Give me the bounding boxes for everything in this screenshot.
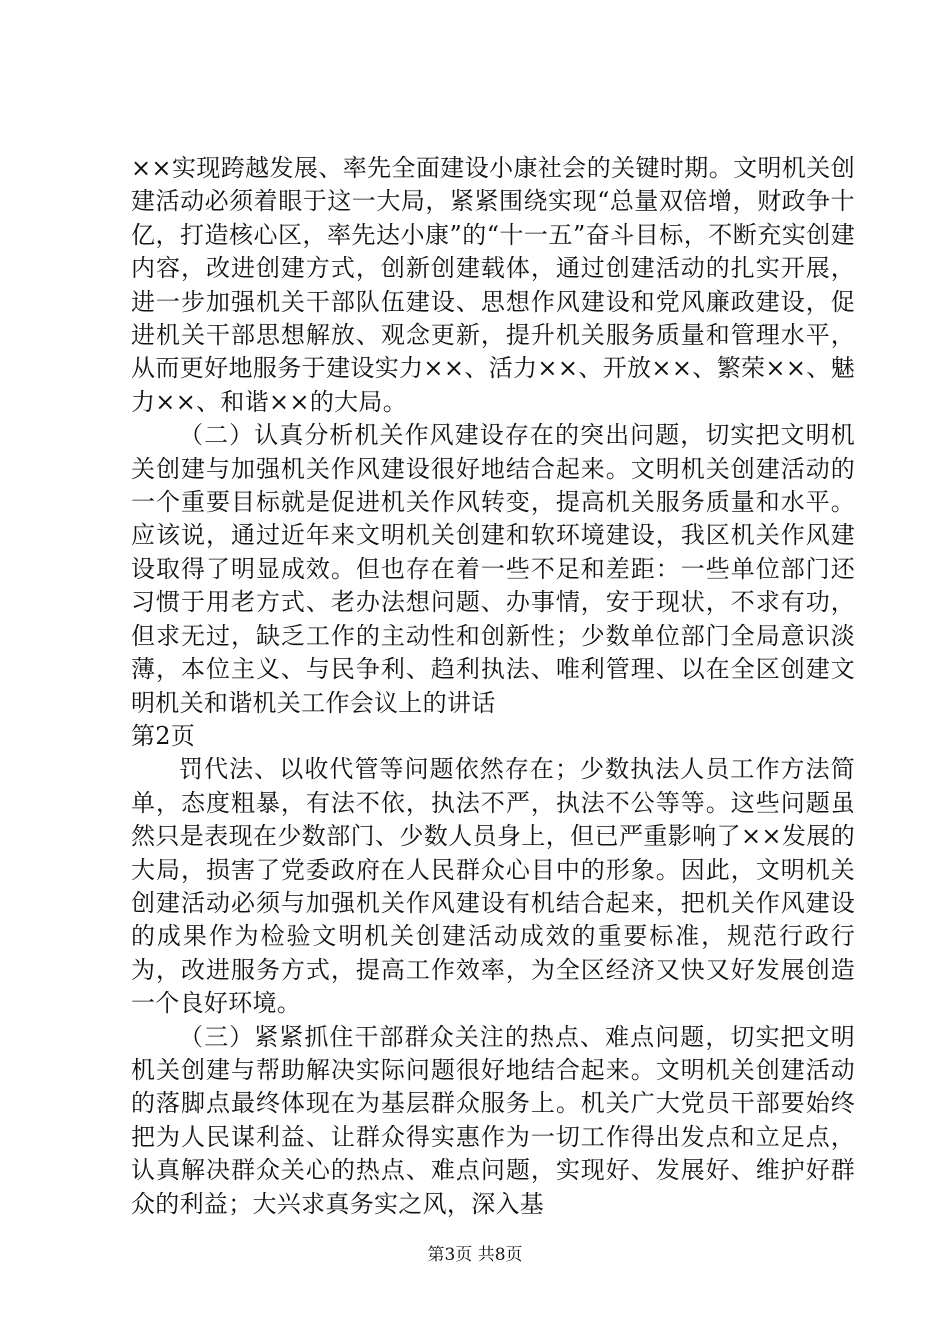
paragraph-section-three: （三）紧紧抓住干部群众关注的热点、难点问题，切实把文明机关创建与帮助解决实际问题很好地结合起来。文明机关创建活动的落脚点最终体现在为基层群众服务上。机关广大党员干部要始终把为人民谋利益、让群众得实惠作为一切工作得出发点和立足点，认真解决群众关心的热点、难点问题，实现好、发展好、维护好群众的利益；大兴求真务实之风，深入基 [131, 1022, 855, 1218]
paragraph-intro-continuation: ××实现跨越发展、率先全面建设小康社会的关键时期。文明机关创建活动必须着眼于这一大局，紧紧围绕实现“总量双倍增，财政争十亿，打造核心区，率先达小康”的“十一五”奋斗目标，不断充实创建内容，改进创建方式，创新创建载体，通过创建活动的扎实开展，进一步加强机关干部队伍建设、思想作风建设和党风廉政建设，促进机关干部思想解放、观念更新，提升机关服务质量和管理水平，从而更好地服务于建设实力××、活力××、开放××、繁荣××、魅力××、和谐××的大局。 [131, 154, 855, 416]
page-footer [0, 1240, 950, 1265]
page-number-label: 第3页 共8页 [427, 1245, 523, 1265]
inline-page-marker: 第2页 [131, 721, 196, 750]
paragraph-section-two: （二）认真分析机关作风建设存在的突出问题，切实把文明机关创建与加强机关作风建设很好地结合起来。文明机关创建活动的一个重要目标就是促进机关作风转变，提高机关服务质量和水平。应该说，通过近年来文明机关创建和软环境建设，我区机关作风建设取得了明显成效。但也存在着一些不足和差距：一些单位部门还习惯于用老方式、老办法想问题、办事情，安于现状，不求有功，但求无过，缺乏工作的主动性和创新性；少数单位部门全局意识淡薄，本位主义、与民争利、趋利执法、唯利管理、以在全区创建文明机关和谐机关工作会议上的讲话 [131, 421, 855, 717]
document-body [131, 152, 855, 1221]
paragraph-section-two-continuation: 罚代法、以收代管等问题依然存在；少数执法人员工作方法简单，态度粗暴，有法不依，执法不严，执法不公等等。这些问题虽然只是表现在少数部门、少数人员身上，但已严重影响了××发展的大局，损害了党委政府在人民群众心目中的形象。因此，文明机关创建活动必须与加强机关作风建设有机结合起来，把机关作风建设的成果作为检验文明机关创建活动成效的重要标准，规范行政行为，改进服务方式，提高工作效率，为全区经济又快又好发展创造一个良好环境。 [131, 755, 855, 1018]
